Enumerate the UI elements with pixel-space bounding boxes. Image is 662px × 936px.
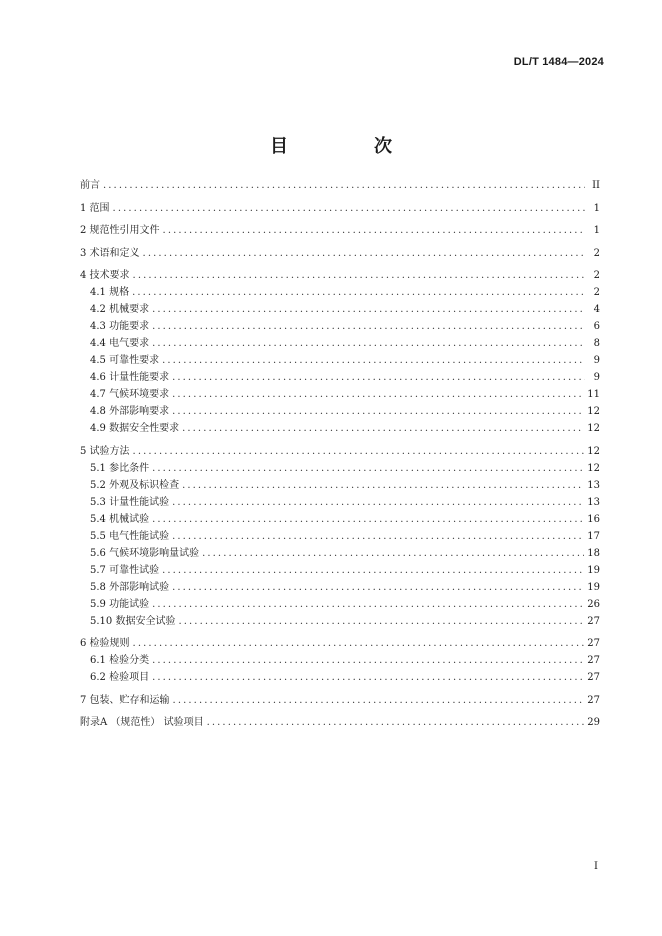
toc-leader-dots xyxy=(152,596,584,613)
toc-entry[interactable] xyxy=(80,352,600,369)
toc-entry-page: 2 xyxy=(593,247,600,259)
toc-entry[interactable] xyxy=(80,635,600,652)
toc-entry-label: 6 检验规则 xyxy=(80,638,130,649)
toc-entry-label: 7 包装、贮存和运输 xyxy=(80,694,170,706)
toc-entry[interactable] xyxy=(80,200,600,217)
toc-leader-dots xyxy=(113,200,585,217)
toc-entry[interactable] xyxy=(80,562,600,579)
toc-entry-label: 5.1 参比条件 xyxy=(90,462,150,474)
toc-leader-dots xyxy=(172,403,584,420)
toc-entry-label: 4.7 气候环境要求 xyxy=(90,389,170,400)
toc-entry-page: 1 xyxy=(593,202,600,214)
toc-entry-label: 5.8 外部影响试验 xyxy=(90,581,170,593)
toc-entry-label: 附录A （规范性） 试验项目 xyxy=(80,717,204,728)
toc-entry[interactable] xyxy=(80,692,600,709)
toc-leader-dots xyxy=(152,301,585,318)
toc-leader-dots xyxy=(163,222,585,239)
toc-entry[interactable] xyxy=(80,579,600,596)
toc-entry-page: 26 xyxy=(587,598,600,610)
toc-leader-dots xyxy=(162,562,584,579)
toc-entry-label: 4.2 机械要求 xyxy=(90,304,150,315)
toc-entry[interactable] xyxy=(80,177,600,194)
toc-entry-label: 4.4 电气要求 xyxy=(90,338,150,349)
page-number: I xyxy=(594,861,598,872)
toc-leader-dots xyxy=(172,386,584,403)
toc-entry-label: 5.4 机械试验 xyxy=(90,513,150,525)
page-title: 目 次 xyxy=(270,136,426,157)
toc-entry[interactable] xyxy=(80,335,600,352)
toc-leader-dots xyxy=(182,420,584,437)
toc-entry-label: 前言 xyxy=(80,180,100,191)
toc-entry-page: 27 xyxy=(587,694,600,706)
toc-entry-label: 4.3 功能要求 xyxy=(90,321,150,332)
toc-entry[interactable] xyxy=(80,528,600,545)
toc-leader-dots xyxy=(152,652,584,669)
toc-entry-label: 5.3 计量性能试验 xyxy=(90,496,170,508)
toc-entry[interactable] xyxy=(80,284,600,301)
toc-entry-label: 4.5 可靠性要求 xyxy=(90,355,160,366)
toc-entry[interactable] xyxy=(80,443,600,460)
toc-entry[interactable] xyxy=(80,267,600,284)
toc-entry-page: 27 xyxy=(587,615,600,627)
toc-leader-dots xyxy=(133,443,585,460)
toc-entry-label: 4.8 外部影响要求 xyxy=(90,406,170,417)
toc-entry-page: 13 xyxy=(587,496,600,508)
toc-entry-label: 6.1 检验分类 xyxy=(90,655,150,666)
toc-entry-page: 12 xyxy=(587,462,600,474)
toc-entry-label: 3 术语和定义 xyxy=(80,247,140,259)
toc-leader-dots xyxy=(172,579,584,596)
toc-leader-dots xyxy=(172,494,584,511)
toc-entry[interactable] xyxy=(80,494,600,511)
toc-entry-page: 19 xyxy=(587,581,600,593)
toc-entry[interactable] xyxy=(80,652,600,669)
toc-entry[interactable] xyxy=(80,245,600,262)
toc-entry-label: 5.9 功能试验 xyxy=(90,598,150,610)
toc-entry-page: 12 xyxy=(587,406,600,417)
toc-entry-page: 1 xyxy=(593,225,600,236)
toc-entry-label: 4.1 规格 xyxy=(90,287,130,298)
toc-entry[interactable] xyxy=(80,222,600,239)
toc-leader-dots xyxy=(152,669,584,686)
toc-leader-dots xyxy=(133,267,585,284)
toc-entry[interactable] xyxy=(80,613,600,630)
toc-leader-dots xyxy=(132,284,585,301)
toc-entry-label: 2 规范性引用文件 xyxy=(80,225,160,236)
toc-leader-dots xyxy=(207,714,585,731)
toc-entry[interactable] xyxy=(80,596,600,613)
toc-leader-dots xyxy=(172,528,584,545)
toc-entry-label: 5.5 电气性能试验 xyxy=(90,530,170,542)
toc-entry-page: 29 xyxy=(587,717,600,728)
toc-entry[interactable] xyxy=(80,318,600,335)
toc-entry-label: 4.6 计量性能要求 xyxy=(90,372,170,383)
toc-leader-dots xyxy=(152,335,585,352)
toc-entry-page: 17 xyxy=(587,530,600,542)
toc-leader-dots xyxy=(173,692,585,709)
toc-entry-page: 16 xyxy=(587,513,600,525)
toc-entry-label: 5.7 可靠性试验 xyxy=(90,564,160,576)
toc-entry-page: 2 xyxy=(593,270,600,281)
document-code: DL/T 1484—2024 xyxy=(513,56,604,68)
table-of-contents xyxy=(80,177,600,731)
toc-entry-page: 9 xyxy=(593,355,600,366)
toc-entry-page: 9 xyxy=(593,372,600,383)
toc-entry-label: 4.9 数据安全性要求 xyxy=(90,423,180,434)
toc-entry[interactable] xyxy=(80,669,600,686)
toc-leader-dots xyxy=(172,369,585,386)
toc-leader-dots xyxy=(162,352,585,369)
toc-entry-label: 5.6 气候环境影响量试验 xyxy=(90,547,200,559)
toc-entry-page: 6 xyxy=(593,321,600,332)
toc-entry-label: 6.2 检验项目 xyxy=(90,672,150,683)
toc-entry-page: 11 xyxy=(587,389,600,400)
toc-entry-page: 19 xyxy=(587,564,600,576)
toc-entry[interactable] xyxy=(80,386,600,403)
toc-entry[interactable] xyxy=(80,420,600,437)
toc-entry-page: 27 xyxy=(587,638,600,649)
toc-entry[interactable] xyxy=(80,477,600,494)
toc-entry[interactable] xyxy=(80,714,600,731)
toc-entry-page: 12 xyxy=(587,423,600,434)
toc-entry-page: 27 xyxy=(587,655,600,666)
toc-entry-label: 1 范围 xyxy=(80,202,110,214)
toc-leader-dots xyxy=(133,635,585,652)
toc-entry-label: 5.10 数据安全试验 xyxy=(90,615,176,627)
toc-entry-page: 8 xyxy=(593,338,600,349)
toc-entry[interactable] xyxy=(80,460,600,477)
toc-entry-page: 4 xyxy=(593,304,600,315)
toc-leader-dots xyxy=(182,477,584,494)
toc-leader-dots xyxy=(152,511,584,528)
toc-leader-dots xyxy=(103,177,585,194)
toc-leader-dots xyxy=(152,318,585,335)
toc-entry[interactable] xyxy=(80,301,600,318)
toc-entry-label: 5 试验方法 xyxy=(80,445,130,457)
toc-leader-dots xyxy=(143,245,585,262)
toc-leader-dots xyxy=(152,460,584,477)
toc-entry-label: 5.2 外观及标识检查 xyxy=(90,479,180,491)
toc-entry-page: 12 xyxy=(587,445,600,457)
toc-entry-page: 18 xyxy=(587,547,600,559)
toc-leader-dots xyxy=(178,613,584,630)
toc-entry-label: 4 技术要求 xyxy=(80,270,130,281)
toc-entry[interactable] xyxy=(80,545,600,562)
toc-entry[interactable] xyxy=(80,403,600,420)
toc-entry-page: 13 xyxy=(587,479,600,491)
toc-entry-page: 2 xyxy=(593,287,600,298)
toc-entry[interactable] xyxy=(80,369,600,386)
toc-leader-dots xyxy=(202,545,584,562)
toc-entry-page: II xyxy=(592,180,600,191)
toc-entry-page: 27 xyxy=(587,672,600,683)
toc-entry[interactable] xyxy=(80,511,600,528)
